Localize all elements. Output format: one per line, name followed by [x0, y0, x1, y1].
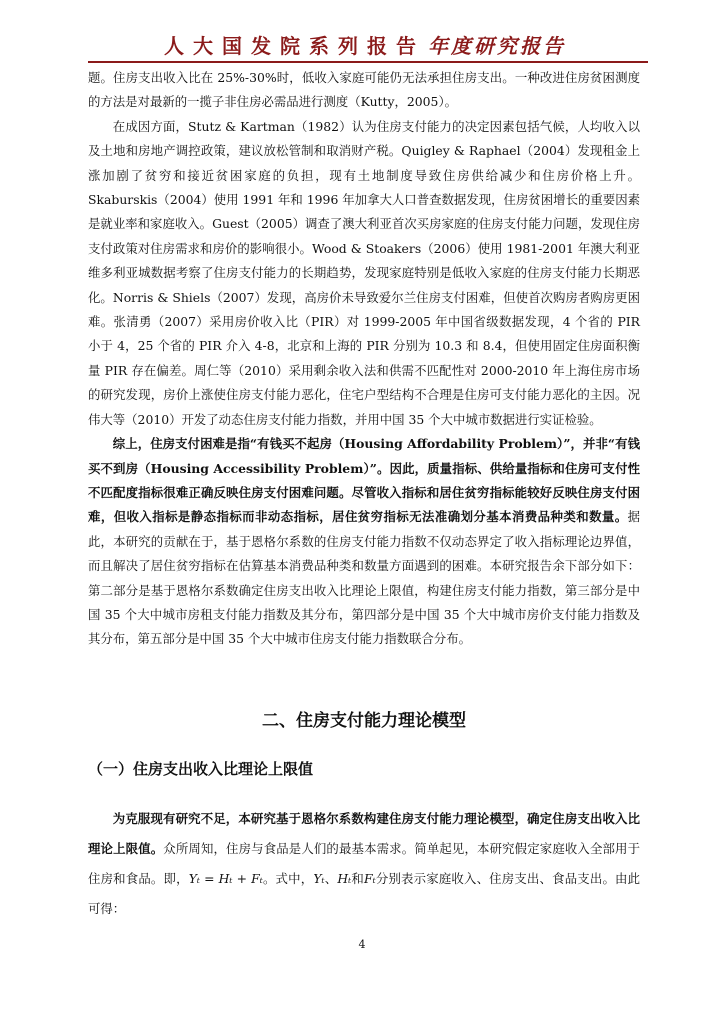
- body-text: [88, 66, 640, 652]
- page-number: 4: [358, 938, 366, 951]
- paragraph-1: 题。住房支出收入比在 25%-30%时，低收入家庭可能仍无法承担住房支出。一种改进住房贫困测度的方法是对最新的一揽子非住房必需品进行测度（Kutty，2005）。: [88, 70, 640, 110]
- subsection-title: （一）住房支出收入比理论上限值: [88, 760, 314, 778]
- model-text: 众所周知，住房与食品是人们的最基本需求。简单起见，本研究假定家庭收入全部用于住房和食品。即，: [88, 841, 641, 886]
- header-divider: [88, 61, 648, 63]
- page-header: [88, 22, 648, 56]
- header-institution: 人大国发院系列报告: [164, 34, 425, 58]
- model-explain: 分别表示家庭收入、住房支出、食品支出。由此可得：: [88, 871, 641, 916]
- formula: Yₜ = Hₜ + Fₜ: [188, 871, 263, 886]
- formula-text-after: 。式中，: [262, 871, 314, 886]
- summary-bold: 综上，住房支付困难是指“有钱买不起房（Housing Affordability Problem）”，并非“有钱买不到房（Housing Accessibility Problem）”。因此，质量指标、供给量指标和住房可支付性不匹配度指标很难正确反映住房支付困难问题。尽管收入指标和居住贫穷指标能较好反映住房支付困难，但收入指标是静态指标而非动态指标，居住贫穷指标无法准确划分基本消费品种类和数量。: [88, 436, 640, 525]
- var-h: Hₜ: [337, 871, 352, 886]
- header-report-type: 年度研究报告: [428, 34, 566, 58]
- model-bold: 为克服现有研究不足，本研究基于恩格尔系数构建住房支付能力理论模型，确定住房支出收入比理论上限值。: [88, 811, 640, 856]
- model-paragraph: [88, 804, 640, 924]
- var-sep: 、: [324, 871, 338, 886]
- section-title: 二、住房支付能力理论模型: [262, 711, 466, 731]
- summary-paragraph: [88, 432, 640, 652]
- summary-normal: 据此，本研究的贡献在于，基于恩格尔系数的住房支付能力指数不仅动态界定了收入指标理论边界值，而且解决了居住贫穷指标在估算基本消费品种类和数量方面遇到的困难。本研究报告余下部分如下：第二部分是基于恩格尔系数确定住房支出收入比理论上限值，构建住房支付能力指数，第三部分是中国 35 个大中城市房租支付能力指数及其分布，第四部分是中国 35 个大中城市房价支付能力指数及其分布，第五部分是中国 35 个大中城市住房支付能力指数联合分布。: [88, 509, 640, 647]
- paragraph-2: 在成因方面，Stutz & Kartman（1982）认为住房支付能力的决定因素包括气候，人均收入以及土地和房地产调控政策，建议放松管制和取消财产税。Quigley & Raphael（2004）发现租金上涨加剧了贫穷和接近贫困家庭的负担，现有土地制度导致住房供给减少和住房价格上升。Skaburskis（2004）使用 1991 年和 1996 年加拿大人口普查数据发现，住房贫困增长的重要因素是就业率和家庭收入。Guest（2005）调查了澳大利亚首次买房家庭的住房支付能力问题，发现住房支付政策对住房需求和房价的影响很小。Wood & Stoakers（2006）使用 1981-2001 年澳大利亚维多利亚城数据考察了住房支付能力的长期趋势，发现家庭特别是低收入家庭的住房支付能力长期恶化。Norris & Shiels（2007）发现，高房价未导致爱尔兰住房支付困难，但使首次购房者购房更困难。张清勇（2007）采用房价收入比（PIR）对 1999-2005 年中国省级数据发现，4 个省的 PIR 小于 4，25 个省的 PIR 介入 4-8，北京和上海的 PIR 分别为 10.3 和 8.4，但使用固定住房面积衡量 PIR 存在偏差。周仁等（2010）采用剩余收入法和供需不匹配性对 2000-2010 年上海住房市场的研究发现，房价上涨使住房支付能力恶化，住宅户型结构不合理是住房可支付能力恶化的主因。况伟大等（2010）开发了动态住房支付能力指数，并用中国 35 个大中城市数据进行实证检验。: [88, 118, 640, 427]
- var-f: Fₜ: [364, 871, 376, 886]
- var-y: Yₜ: [313, 871, 325, 886]
- var-and: 和: [351, 871, 365, 886]
